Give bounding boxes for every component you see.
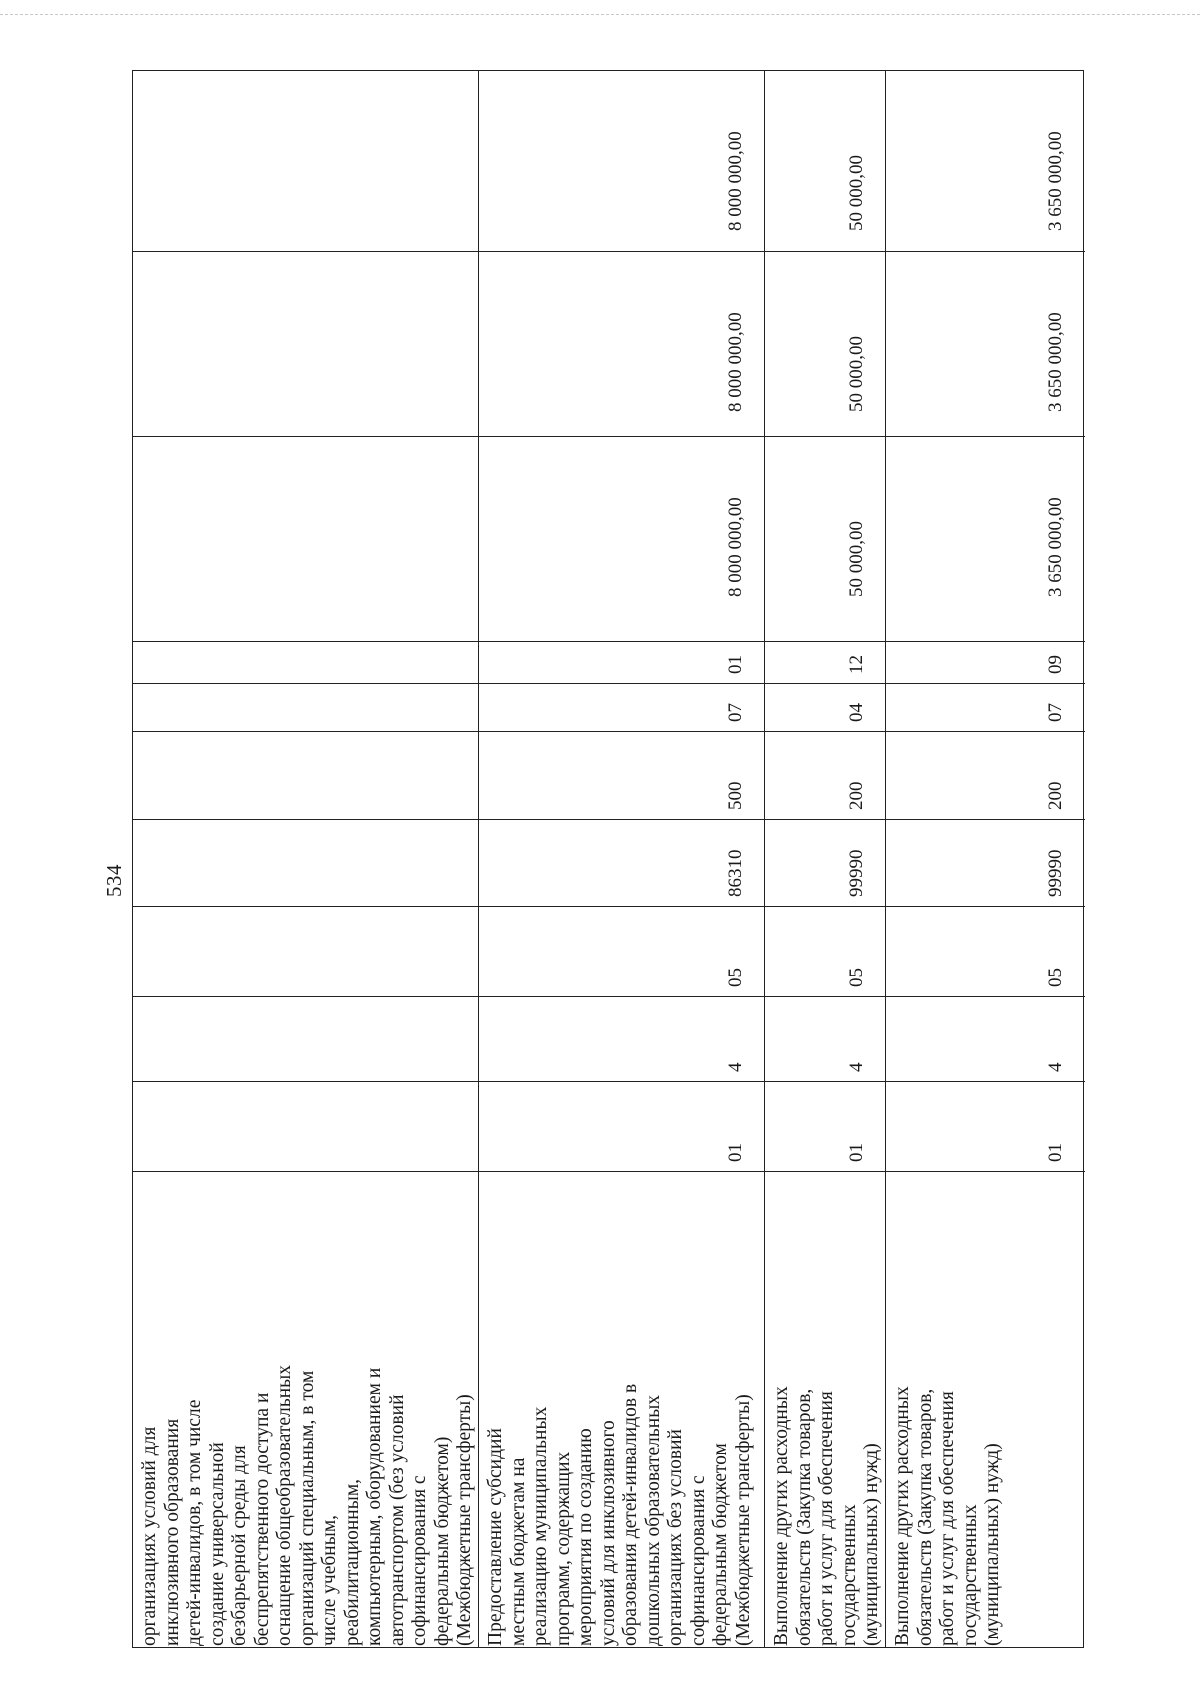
code-type: 4 bbox=[725, 1062, 746, 1072]
code-program: 01 bbox=[1045, 1143, 1066, 1162]
table-row bbox=[479, 71, 765, 1647]
code-subsection-cell bbox=[886, 641, 1085, 683]
description-line: обязательств (Закупка товаров, bbox=[793, 1388, 815, 1646]
value-col-1-cell bbox=[133, 436, 478, 641]
code-type-cell bbox=[479, 996, 764, 1081]
code-program-cell bbox=[133, 1081, 478, 1171]
description-line: дошкольных образовательных bbox=[642, 1394, 664, 1646]
code-program: 01 bbox=[846, 1143, 867, 1162]
code-subprogram: 05 bbox=[846, 968, 867, 987]
code-type-cell bbox=[133, 996, 478, 1081]
code-section-cell bbox=[765, 683, 885, 731]
description-cell bbox=[886, 1171, 1085, 1649]
table-row bbox=[133, 71, 479, 1647]
value-col-1-cell bbox=[765, 436, 885, 641]
description-line: реабилитационным, bbox=[341, 1478, 363, 1646]
code-type-cell bbox=[886, 996, 1085, 1081]
description-line: условий для инклюзивного bbox=[597, 1420, 619, 1646]
code-subprogram-cell bbox=[479, 906, 764, 996]
code-subsection-cell bbox=[133, 641, 478, 683]
code-type: 4 bbox=[846, 1062, 867, 1072]
description-line: работ и услуг для обеспечения bbox=[937, 1391, 958, 1646]
value-col-2-cell bbox=[133, 251, 478, 436]
description-line: автотранспортом (без условий bbox=[386, 1394, 408, 1646]
value-col-3-cell bbox=[886, 71, 1085, 251]
description-line: (муниципальных) нужд) bbox=[982, 1443, 1003, 1646]
code-expense-type: 200 bbox=[1045, 781, 1066, 810]
description-line: обязательств (Закупка товаров, bbox=[914, 1388, 936, 1646]
code-subprogram-cell bbox=[765, 906, 885, 996]
description-line: беспрепятственного доступа и bbox=[251, 1392, 273, 1646]
code-expense-type: 500 bbox=[725, 781, 746, 810]
description-line: государственных bbox=[959, 1504, 981, 1646]
code-subsection: 01 bbox=[725, 655, 746, 674]
description-cell bbox=[765, 1171, 885, 1649]
description-line: оснащение общеобразовательных bbox=[274, 1365, 295, 1646]
value-col-2: 3 650 000,00 bbox=[1045, 312, 1066, 412]
budget-table bbox=[132, 70, 1084, 1648]
code-section: 07 bbox=[725, 703, 746, 722]
description-line: (Межбюджетные трансферты) bbox=[732, 1394, 754, 1646]
code-section-cell bbox=[479, 683, 764, 731]
code-direction: 86310 bbox=[725, 849, 746, 897]
description-line: организациях условий для bbox=[139, 1426, 160, 1646]
description-line: Выполнение других расходных bbox=[892, 1386, 913, 1646]
description-line: безбарьерной среды для bbox=[229, 1445, 250, 1646]
description-line: создание универсальной bbox=[206, 1442, 228, 1646]
description-line: образования детей-инвалидов в bbox=[620, 1383, 641, 1646]
code-program-cell bbox=[886, 1081, 1085, 1171]
value-col-3-cell bbox=[479, 71, 764, 251]
value-col-3: 8 000 000,00 bbox=[725, 131, 746, 231]
description-line: компьютерным, оборудованием и bbox=[364, 1367, 385, 1646]
value-col-3: 3 650 000,00 bbox=[1045, 131, 1066, 231]
description-text bbox=[892, 1386, 1005, 1646]
code-expense-type-cell bbox=[133, 731, 478, 819]
code-section-cell bbox=[133, 683, 478, 731]
page-number: 534 bbox=[102, 864, 126, 897]
description-line: организациях без условий bbox=[665, 1429, 686, 1646]
code-section: 04 bbox=[846, 703, 867, 722]
code-direction-cell bbox=[765, 819, 885, 906]
value-col-2-cell bbox=[886, 251, 1085, 436]
code-direction-cell bbox=[133, 819, 478, 906]
code-subprogram-cell bbox=[133, 906, 478, 996]
code-type: 4 bbox=[1045, 1062, 1066, 1072]
description-line: местным бюджетам на bbox=[507, 1457, 529, 1646]
description-line: федеральным бюджетом bbox=[710, 1443, 731, 1646]
value-col-3-cell bbox=[133, 71, 478, 251]
code-subsection: 12 bbox=[846, 655, 867, 674]
value-col-1: 8 000 000,00 bbox=[725, 497, 746, 597]
code-subprogram: 05 bbox=[725, 968, 746, 987]
code-section: 07 bbox=[1045, 703, 1066, 722]
description-text bbox=[771, 1386, 884, 1646]
code-section-cell bbox=[886, 683, 1085, 731]
code-type-cell bbox=[765, 996, 885, 1081]
code-subprogram-cell bbox=[886, 906, 1085, 996]
description-line: реализацию муниципальных bbox=[530, 1406, 551, 1646]
code-program-cell bbox=[765, 1081, 885, 1171]
value-col-1-cell bbox=[479, 436, 764, 641]
description-line: организаций специальным, в том bbox=[296, 1370, 318, 1646]
description-line: софинансирования с bbox=[687, 1475, 709, 1646]
value-col-2-cell bbox=[479, 251, 764, 436]
value-col-1: 50 000,00 bbox=[846, 521, 867, 597]
value-col-2-cell bbox=[765, 251, 885, 436]
value-col-3: 50 000,00 bbox=[846, 155, 867, 231]
description-cell bbox=[133, 1171, 478, 1649]
description-cell bbox=[479, 1171, 764, 1649]
description-line: детей-инвалидов, в том числе bbox=[184, 1399, 205, 1646]
description-line: федеральным бюджетом) bbox=[431, 1436, 453, 1646]
description-line: Предоставление субсидий bbox=[485, 1428, 506, 1646]
code-program-cell bbox=[479, 1081, 764, 1171]
code-direction-cell bbox=[886, 819, 1085, 906]
value-col-2: 50 000,00 bbox=[846, 336, 867, 412]
code-expense-type-cell bbox=[765, 731, 885, 819]
description-line: инклюзивного образования bbox=[161, 1418, 183, 1646]
value-col-1: 3 650 000,00 bbox=[1045, 497, 1066, 597]
description-text bbox=[139, 1365, 477, 1646]
description-line: (Межбюджетные трансферты) bbox=[454, 1394, 475, 1646]
table-row bbox=[886, 71, 1085, 1647]
description-line: мероприятия по созданию bbox=[575, 1428, 596, 1646]
code-direction: 99990 bbox=[1045, 849, 1066, 897]
code-expense-type-cell bbox=[479, 731, 764, 819]
value-col-1-cell bbox=[886, 436, 1085, 641]
scan-top-rule bbox=[0, 14, 1200, 15]
code-direction: 99990 bbox=[846, 849, 867, 897]
code-expense-type: 200 bbox=[846, 781, 867, 810]
description-line: (муниципальных) нужд) bbox=[861, 1443, 882, 1646]
description-text bbox=[485, 1384, 755, 1646]
code-program: 01 bbox=[725, 1143, 746, 1162]
description-line: государственных bbox=[838, 1504, 860, 1646]
code-subsection-cell bbox=[765, 641, 885, 683]
code-subprogram: 05 bbox=[1045, 968, 1066, 987]
table-row bbox=[765, 71, 886, 1647]
description-line: программ, содержащих bbox=[552, 1451, 574, 1646]
value-col-3-cell bbox=[765, 71, 885, 251]
description-line: работ и услуг для обеспечения bbox=[816, 1391, 837, 1646]
code-subsection-cell bbox=[479, 641, 764, 683]
value-col-2: 8 000 000,00 bbox=[725, 312, 746, 412]
description-line: числе учебным, bbox=[319, 1514, 340, 1646]
description-line: Выполнение других расходных bbox=[771, 1386, 792, 1646]
code-expense-type-cell bbox=[886, 731, 1085, 819]
code-subsection: 09 bbox=[1045, 655, 1066, 674]
code-direction-cell bbox=[479, 819, 764, 906]
description-line: софинансирования с bbox=[409, 1475, 430, 1646]
